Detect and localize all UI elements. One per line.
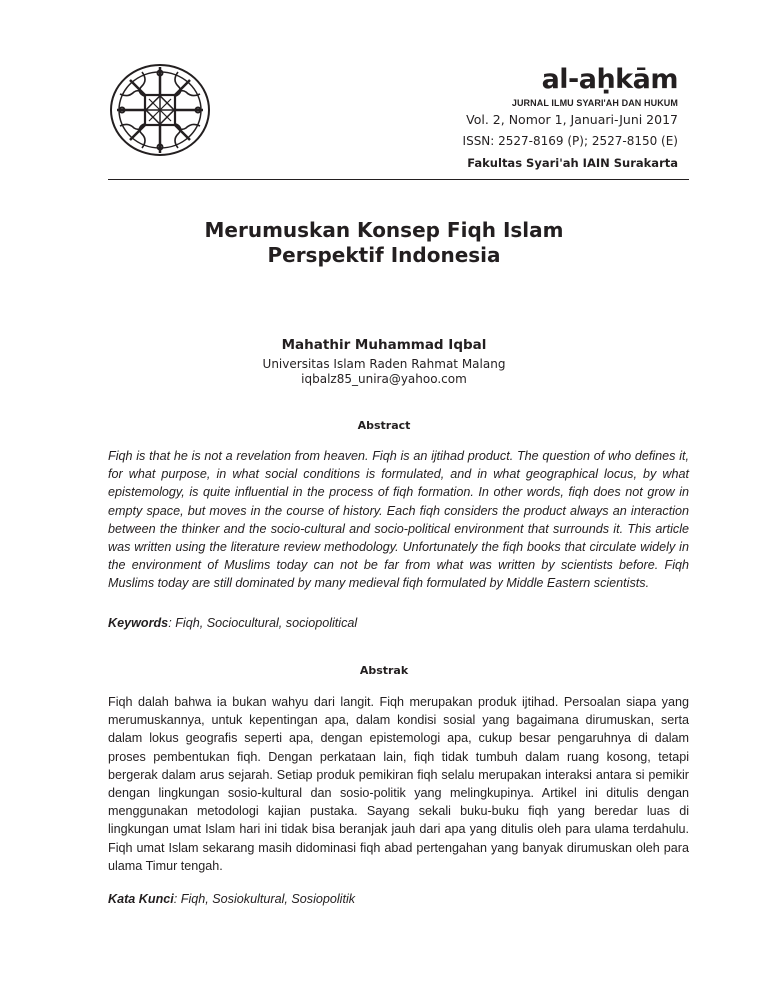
abstrak-body: Fiqh dalah bahwa ia bukan wahyu dari langit. Fiqh merupakan produk ijtihad. Persoalan siapa yang merumuskannya, untuk kepentingan apa, dalam kondisi sosial yang bagaimana dirumuskan, serta dalam lokus geografis seperti apa, dengan epistemologi apa, cukup besar pengaruhnya di dalam proses pembentukan fiqh. Dengan perkataan lain, fiqh tidak tumbuh dalam ruang kosong, tetapi bergerak dalam arus sejarah. Setiap produk pemikiran fiqh selalu merupakan interaksi antara si pemikir dengan lingkungan sosio-kultural dan sosio-politik yang melingkupinya. Artikel ini ditulis dengan menggunakan metodologi kajian pustaka. Sayang sekali buku-buku fiqh yang beredar luas di lingkungan umat Islam hari ini tidak bisa beranjak jauh dari apa yang ditulis oleh para ulama terdahulu. Fiqh umat Islam sekarang masih didominasi fiqh abad pertengahan yang banyak dirumuskan oleh para ulama Timur tengah. bbox=[108, 695, 689, 873]
journal-brand: al-aḥkām bbox=[541, 64, 678, 95]
article-title bbox=[100, 218, 668, 268]
abstract-body: Fiqh is that he is not a revelation from heaven. Fiqh is an ijtihad product. The question of who defines it, for what purpose, in what social conditions is formulated, and in what geographical locus, by what epistemology, is quite influential in the process of fiqh formation. In other words, fiqh does not grow in empty space, but moves in the course of history. Each fiqh considers the product always an interaction between the thinker and the socio-cultural and socio-political environment that surrounds it. This article was written using the literature review methodology. Unfortunately the fiqh books that circulate widely in the environment of Muslims today can not be far from what was written by scientists before. Fiqh Muslims today are still dominated by many medieval fiqh formulated by Middle Eastern scientists. bbox=[108, 449, 689, 591]
author-email[interactable]: iqbalz85_unira@yahoo.com bbox=[301, 372, 467, 386]
keywords-label: Keywords bbox=[108, 616, 169, 630]
keywords-line bbox=[108, 615, 357, 631]
kata-kunci-label: Kata Kunci bbox=[108, 892, 174, 906]
journal-issn: ISSN: 2527-8169 (P); 2527-8150 (E) bbox=[462, 134, 678, 148]
abstrak-heading: Abstrak bbox=[359, 664, 409, 677]
author-affiliation: Universitas Islam Raden Rahmat Malang bbox=[262, 357, 506, 371]
journal-seal-logo-icon bbox=[108, 58, 212, 162]
journal-masthead bbox=[463, 66, 678, 174]
article-title-line-2: Perspektif Indonesia bbox=[267, 243, 501, 267]
author-name: Mahathir Muhammad Iqbal bbox=[281, 337, 487, 353]
article-title-line-1: Merumuskan Konsep Fiqh Islam bbox=[204, 218, 564, 242]
journal-volume: Vol. 2, Nomor 1, Januari-Juni 2017 bbox=[466, 112, 678, 127]
author-affiliation-block bbox=[100, 357, 668, 387]
kata-kunci-line bbox=[108, 891, 355, 907]
header-divider bbox=[108, 179, 689, 180]
journal-name: JURNAL ILMU SYARI'AH DAN HUKUM bbox=[511, 98, 678, 108]
kata-kunci-values: : Fiqh, Sosiokultural, Sosiopolitik bbox=[173, 892, 356, 906]
journal-faculty: Fakultas Syari'ah IAIN Surakarta bbox=[467, 156, 678, 170]
keywords-values: : Fiqh, Sociocultural, sociopolitical bbox=[168, 616, 358, 630]
abstract-heading: Abstract bbox=[357, 419, 411, 432]
